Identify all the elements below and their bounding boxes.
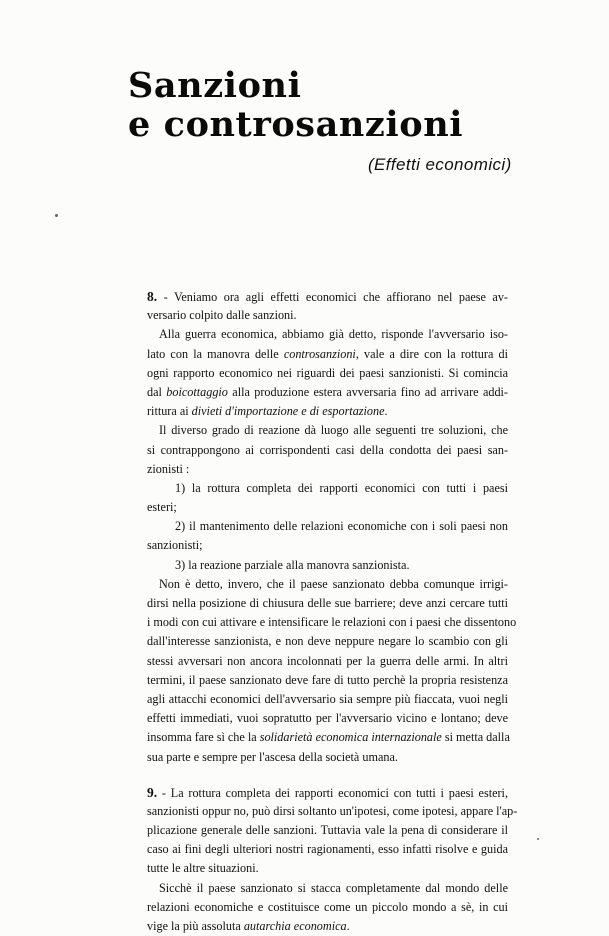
paragraph-line: tutte le altre situazioni. — [147, 861, 259, 876]
paragraph-line: lato con la manovra delle controsanzioni, vale a dire con la rottura di — [147, 346, 509, 361]
paragraph-line: caso ai fini degli ulteriori nostri ragionamenti, esso infatti risolve e guida — [147, 842, 508, 857]
print-speck — [537, 838, 539, 840]
paragraph-line: termini, il paese sanzionato deve fare di tutto perchè la propria resistenza — [147, 672, 508, 687]
paragraph-line: zionisti : — [147, 461, 190, 476]
section-number: 8. — [147, 289, 158, 304]
paragraph-line: Alla guerra economica, abbiamo già detto, risponde l'avversario iso- — [159, 327, 508, 342]
paragraph-line: insomma fare sì che la solidarietà economica internazionale si metta dalla — [147, 730, 510, 745]
paragraph-line: relazioni economiche e costituisce come un piccolo mondo a sè, in cui — [147, 899, 508, 914]
print-speck — [55, 214, 58, 217]
paragraph-line: dal boicottaggio alla produzione estera avversaria fino ad arrivare addi- — [147, 384, 508, 399]
paragraph-line: vige la più assoluta autarchia economica. — [147, 919, 350, 933]
paragraph-line: plicazione generale delle sanzioni. Tuttavia vale la pena di considerare il — [147, 823, 508, 838]
paragraph-line: effetti immediati, vuoi sopratutto per l'avversario vicino e lontano; deve — [147, 711, 508, 726]
title-line-2: e controsanzioni — [128, 104, 464, 146]
paragraph-line: sanzionisti oppur no, può dirsi soltanto un'ipotesi, come ipotesi, appare l'ap- — [147, 803, 518, 818]
paragraph-line: dall'interesse sanzionista, e non deve neppure negare lo scambio con gli — [147, 634, 508, 649]
paragraph-line: sua parte e sempre per l'ascesa della società umana. — [147, 749, 398, 764]
paragraph-line: stessi avversari non ancora incolonnati per la guerra delle armi. In altri — [147, 653, 508, 668]
article-title — [128, 66, 463, 144]
paragraph-line: esteri; — [147, 500, 177, 515]
paragraph-line: dirsi nella posizione di chiusura delle sue barriere; deve anzi cercare tutti — [147, 596, 508, 610]
paragraph-line: Non è detto, invero, che il paese sanzionato debba comunque irrigi- — [159, 576, 508, 591]
paragraph-line: si contrappongono ai corrispondenti casi della condotta dei paesi san- — [147, 442, 508, 457]
title-line-1: Sanzioni — [128, 65, 302, 106]
paragraph-line: agli attacchi economici dell'avversario sia sempre più fiaccata, vuoi negli — [147, 691, 508, 706]
list-item: 2) il mantenimento delle relazioni economiche con i soli paesi non — [175, 519, 508, 534]
paragraph-line: Sicchè il paese sanzionato si stacca completamente dal mondo delle — [159, 880, 508, 895]
paragraph-line: ogni rapporto economico nei riguardi dei paesi sanzionisti. Si comincia — [147, 365, 508, 380]
section-number: 9. — [147, 784, 158, 800]
paragraph-line: Il diverso grado di reazione dà luogo alle seguenti tre soluzioni, che — [159, 423, 508, 438]
paragraph-line: versario colpito dalle sanzioni. — [147, 308, 297, 323]
list-item: 3) la reazione parziale alla manovra sanzionista. — [175, 557, 410, 572]
paragraph-line: i modi con cui attivare e intensificare le relazioni con i paesi che dissentono — [147, 615, 517, 630]
article-body — [147, 287, 518, 936]
paragraph-line: 9. - La rottura completa dei rapporti economici con tutti i paesi esteri, — [147, 784, 508, 800]
paragraph-line: 8. - Veniamo ora agli effetti economici che affiorano nel paese av- — [147, 289, 508, 304]
paragraph-line: rittura ai divieti d'importazione e di esportazione. — [147, 404, 388, 419]
article-subtitle: (Effetti economici) — [368, 155, 512, 174]
list-item: 1) la rottura completa dei rapporti economici con tutti i paesi — [175, 480, 508, 495]
paragraph-line: sanzionisti; — [147, 538, 203, 553]
